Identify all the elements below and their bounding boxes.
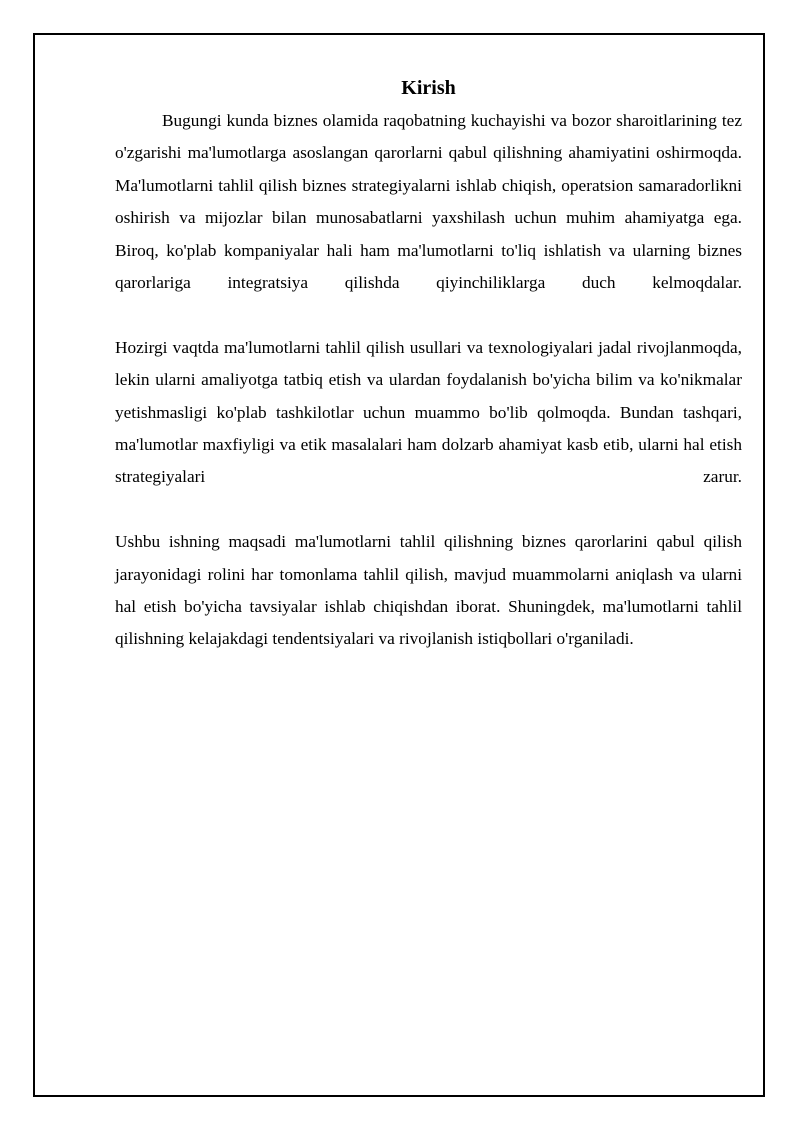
document-body xyxy=(115,74,742,656)
paragraph-gap xyxy=(115,494,742,526)
paragraph-aim: Ushbu ishning maqsadi ma'lumotlarni tahlil qilishning biznes qarorlarini qabul qilish jarayonidagi rolini har tomonlama tahlil qilish, mavjud muammolarni aniqlash va ularni hal etish bo'yicha tavsiyalar ishlab chiqishdan iborat. Shuningdek, ma'lumotlarni tahlil qilishning kelajakdagi tendentsiyalari va rivojlanish istiqbollari o'rganiladi. xyxy=(115,532,742,649)
paragraph-current-state: Hozirgi vaqtda ma'lumotlarni tahlil qilish usullari va texnologiyalari jadal rivojlanmoqda, lekin ularni amaliyotga tatbiq etish va ulardan foydalanish bo'yicha bilim va ko'nikmalar yetishmasligi ko'plab tashkilotlar uchun muammo bo'lib qolmoqda. Bundan tashqari, ma'lumotlar maxfiyligi va etik masalalari ham dolzarb ahamiyat kasb etib, ularni hal etish strategiyalari zarur. xyxy=(115,337,742,487)
paragraph-gap xyxy=(115,299,742,331)
section-title: Kirish xyxy=(401,77,456,99)
paragraph-intro: Bugungi kunda biznes olamida raqobatning kuchayishi va bozor sharoitlarining tez o'zgarishi ma'lumotlarga asoslangan qarorlarni qabul qilishning ahamiyatini oshirmoqda. Ma'lumotlarni tahlil qilish biznes strategiyalarni ishlab chiqish, operatsion samaradorlikni oshirish va mijozlar bilan munosabatlarni yaxshilash uchun muhim ahamiyatga ega. Biroq, ko'plab kompaniyalar hali ham ma'lumotlarni to'liq ishlatish va ularning biznes qarorlariga integratsiya qilishda qiyinchiliklarga duch kelmoqdalar. xyxy=(115,111,742,293)
